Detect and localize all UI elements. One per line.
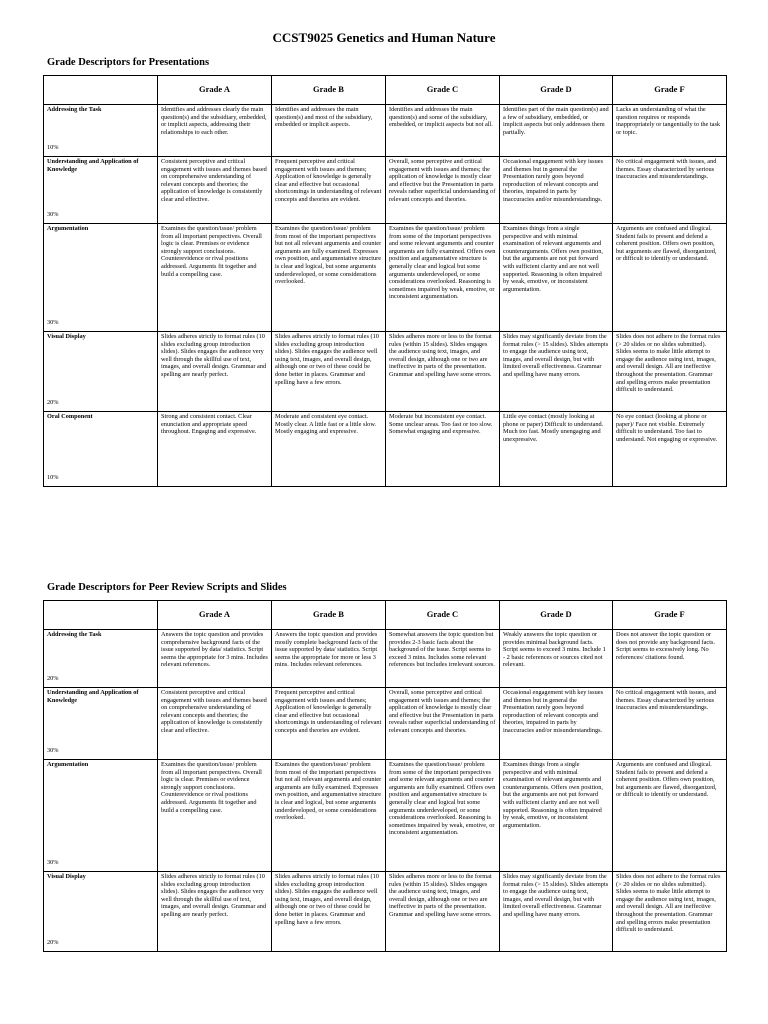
- criterion-cell: [44, 412, 158, 487]
- descriptor-cell: Identifies and addresses the main question(s) and some of the subsidiary, embedded, or implicit aspects but not all.: [386, 105, 500, 157]
- descriptor-cell: Identifies and addresses the main question(s) and most of the subsidiary, embedded or implicit aspects.: [272, 105, 386, 157]
- header-cell: Grade A: [158, 601, 272, 630]
- table-row: [44, 157, 727, 224]
- criterion-name: Addressing the Task: [47, 631, 102, 638]
- descriptor-cell: Slides adheres strictly to format rules (10 slides excluding group introduction slides). Slides engages the audience well using text, images, and overall design, although one or two of these could be done better in places. Grammar and spelling have a few errors.: [272, 332, 386, 412]
- descriptor-cell: No critical engagement with issues, and themes. Essay characterized by serious inaccuracies and misunderstandings.: [613, 157, 727, 224]
- criterion-weight: 20%: [47, 399, 59, 407]
- criterion-cell: [44, 872, 158, 952]
- descriptor-cell: Arguments are confused and illogical. Student fails to present and defend a coherent position. Offers own position, but arguments are flawed, disorganized, or difficult to identify or understand.: [613, 224, 727, 332]
- descriptor-cell: Consistent perceptive and critical engagement with issues and themes based on comprehensive understanding of relevant concepts and theories; the application of knowledge is consistently clear and effective.: [158, 688, 272, 760]
- header-cell: Grade B: [272, 76, 386, 105]
- criterion-weight: 30%: [47, 747, 59, 755]
- descriptor-cell: Slides may significantly deviate from the format rules (> 15 slides). Slides attempts to engage the audience using text, images, and overall design, but with limited overall effectiveness. Grammar and spelling have many errors.: [500, 332, 613, 412]
- criterion-cell: [44, 224, 158, 332]
- table-row: [44, 412, 727, 487]
- header-cell: [44, 601, 158, 630]
- descriptor-cell: Slides does not adhere to the format rules (> 20 slides or no slides submitted). Slides seems to make little attempt to engage the audience using text, images, and overall design. All are ineffective throughout the presentation. Grammar and spelling errors make presentation difficult to understand.: [613, 332, 727, 412]
- descriptor-cell: Identifies and addresses clearly the main question(s) and the subsidiary, embedded, or implicit aspects, addressing their relationships to each other.: [158, 105, 272, 157]
- header-cell: Grade C: [386, 76, 500, 105]
- descriptor-cell: Arguments are confused and illogical. Student fails to present and defend a coherent position. Offers own position, but arguments are flawed, disorganized, or difficult to identify or understand.: [613, 760, 727, 872]
- table-row: [44, 760, 727, 872]
- descriptor-cell: Examines things from a single perspective and with minimal examination of relevant arguments and counterarguments. Offers own position, but the arguments are not put forward with sufficient clarity and are not well supported. Reasoning is often impaired by weak, emotive, or inconsistent argumentation.: [500, 224, 613, 332]
- table-row: [44, 105, 727, 157]
- criterion-name: Addressing the Task: [47, 106, 102, 113]
- descriptor-cell: Moderate but inconsistent eye contact. Some unclear areas. Too fast or too slow. Somewhat engaging and expressive.: [386, 412, 500, 487]
- criterion-weight: 20%: [47, 675, 59, 683]
- criterion-weight: 20%: [47, 939, 59, 947]
- descriptor-cell: Slides adheres strictly to format rules (10 slides excluding group introduction slides). Slides engages the audience very well through the skillful use of text, images, and overall design. Grammar and spelling are nearly perfect.: [158, 332, 272, 412]
- criterion-name: Visual Display: [47, 873, 86, 880]
- descriptor-cell: Examines the question/issue/ problem from all important perspectives. Overall logic is clear. Premises or evidence strongly support conclusions. Counterevidence or rival positions addressed. Arguments fit together and build a compelling case.: [158, 224, 272, 332]
- descriptor-cell: Slides adheres more or less to the format rules (within 15 slides). Slides engages the audience using text, images, and overall design, although one or two are ineffective in parts of the presentation. Grammar and spelling have some errors.: [386, 872, 500, 952]
- table-row: [44, 224, 727, 332]
- criterion-cell: [44, 105, 158, 157]
- descriptor-cell: Frequent perceptive and critical engagement with issues and themes; Application of knowledge is generally clear and effective but occasional shortcomings in understanding of relevant concepts and theories are evident.: [272, 688, 386, 760]
- descriptor-cell: Overall, some perceptive and critical engagement with issues and themes; the application of knowledge is mostly clear and effective but the Presentation in parts reveals rather superficial understanding of relevant concepts and theories.: [386, 688, 500, 760]
- descriptor-cell: Does not answer the topic question or does not provide any background facts. Script seems to excessively long. No references/ citations found.: [613, 630, 727, 688]
- header-cell: Grade B: [272, 601, 386, 630]
- criterion-cell: [44, 760, 158, 872]
- criterion-name: Understanding and Application of Knowledge: [47, 158, 139, 173]
- header-cell: Grade F: [613, 601, 727, 630]
- descriptor-cell: Examines the question/issue/ problem from some of the important perspectives and some relevant arguments and counter arguments are fully examined. Offers own position and argumentative structure is generally clear and logical but some arguments underdeveloped, or some considerations overlooked. Reasoning is sometimes impaired by weak, emotive, or inconsistent argumentation.: [386, 760, 500, 872]
- criterion-weight: 30%: [47, 859, 59, 867]
- descriptor-cell: Slides adheres strictly to format rules (10 slides excluding group introduction slides). Slides engages the audience well using text, images, and overall design, although one or two of these could be done better in places. Grammar and spelling have a few errors.: [272, 872, 386, 952]
- descriptor-cell: Slides adheres strictly to format rules (10 slides excluding group introduction slides). Slides engages the audience very well through the skillful use of text, images, and overall design. Grammar and spelling are nearly perfect.: [158, 872, 272, 952]
- criterion-name: Visual Display: [47, 333, 86, 340]
- section-heading-presentations: Grade Descriptors for Presentations: [47, 57, 210, 68]
- descriptor-cell: Overall, some perceptive and critical engagement with issues and themes; the application of knowledge is mostly clear and effective but the Presentation in parts reveals rather superficial understanding of relevant concepts and theories.: [386, 157, 500, 224]
- descriptor-cell: Slides may significantly deviate from the format rules (> 15 slides). Slides attempts to engage the audience using text, images, and overall design, but with limited overall effectiveness. Grammar and spelling have many errors.: [500, 872, 613, 952]
- grade-table-peer-review: [43, 600, 727, 952]
- grade-table-presentations: [43, 75, 727, 487]
- descriptor-cell: Occasional engagement with key issues and themes but in general the Presentation rarely goes beyond reproduction of relevant concepts and theories, impaired in parts by inaccuracies and/or misunderstandings.: [500, 688, 613, 760]
- criterion-cell: [44, 688, 158, 760]
- header-cell: Grade C: [386, 601, 500, 630]
- criterion-weight: 10%: [47, 144, 59, 152]
- descriptor-cell: Strong and consistent contact. Clear enunciation and appropriate speed throughout. Engaging and expressive.: [158, 412, 272, 487]
- table-row: [44, 688, 727, 760]
- descriptor-cell: Examines the question/issue/ problem from some of the important perspectives and some relevant arguments and counter arguments are fully examined. Offers own position and argumentative structure is generally clear and logical but some arguments underdeveloped, or some considerations overlooked. Reasoning is sometimes impaired by weak, emotive, or inconsistent argumentation.: [386, 224, 500, 332]
- descriptor-cell: Examines things from a single perspective and with minimal examination of relevant arguments and counterarguments. Offers own position, but the arguments are not put forward with sufficient clarity and are not well supported. Reasoning is often impaired by weak, emotive, or inconsistent argumentation.: [500, 760, 613, 872]
- descriptor-cell: Occasional engagement with key issues and themes but in general the Presentation rarely goes beyond reproduction of relevant concepts and theories, impaired in parts by inaccuracies and/or misunderstandings.: [500, 157, 613, 224]
- criterion-cell: [44, 157, 158, 224]
- descriptor-cell: Weakly answers the topic question or provides minimal background facts. Script seems to exceed 3 mins. Include 1 - 2 basic references or sources cited not relevant.: [500, 630, 613, 688]
- criterion-name: Oral Component: [47, 413, 93, 420]
- criterion-weight: 10%: [47, 474, 59, 482]
- criterion-name: Argumentation: [47, 761, 89, 768]
- descriptor-cell: Slides does not adhere to the format rules (> 20 slides or no slides submitted). Slides seems to make little attempt to engage the audience using text, images, and overall design. All are ineffective throughout the presentation. Grammar and spelling errors make presentation difficult to understand.: [613, 872, 727, 952]
- header-cell: [44, 76, 158, 105]
- descriptor-cell: Answers the topic question and provides mostly complete background facts of the issue supported by data/ statistics. Script seems the appropriate for more or less 3 mins. Includes relevant references.: [272, 630, 386, 688]
- descriptor-cell: Examines the question/issue/ problem from most of the important perspectives but not all relevant arguments and counter arguments are fully examined. Expresses own position, and argumentative structure is clear and logical, but some arguments underdeveloped, or some considerations overlooked.: [272, 224, 386, 332]
- criterion-weight: 30%: [47, 319, 59, 327]
- table-row: [44, 332, 727, 412]
- table-header-row: [44, 76, 727, 105]
- descriptor-cell: Moderate and consistent eye contact. Mostly clear. A little fast or a little slow. Mostly engaging and expressive.: [272, 412, 386, 487]
- header-cell: Grade D: [500, 601, 613, 630]
- descriptor-cell: Little eye contact (mostly looking at phone or paper) Difficult to understand. Much too fast. Mostly unengaging and unexpressive.: [500, 412, 613, 487]
- table-row: [44, 630, 727, 688]
- descriptor-cell: Examines the question/issue/ problem from most of the important perspectives but not all relevant arguments and counter arguments are fully examined. Expresses own position, and argumentative structure is clear and logical, but some arguments underdeveloped, or some considerations overlooked.: [272, 760, 386, 872]
- criterion-cell: [44, 630, 158, 688]
- descriptor-cell: Answers the topic question and provides comprehensive background facts of the issue supported by data/ statistics. Script seems the appropriate for 3 mins. Includes relevant references.: [158, 630, 272, 688]
- descriptor-cell: Lacks an understanding of what the question requires or responds inappropriately or tangentially to the task or topic.: [613, 105, 727, 157]
- descriptor-cell: Examines the question/issue/ problem from all important perspectives. Overall logic is clear. Premises or evidence strongly support conclusions. Counterevidence or rival positions addressed. Arguments fit together and build a compelling case.: [158, 760, 272, 872]
- descriptor-cell: Identifies part of the main question(s) and a few of subsidiary, embedded, or implicit aspects but only addresses them partially.: [500, 105, 613, 157]
- header-cell: Grade F: [613, 76, 727, 105]
- criterion-cell: [44, 332, 158, 412]
- section-heading-peer-review: Grade Descriptors for Peer Review Scripts and Slides: [47, 582, 287, 593]
- criterion-name: Understanding and Application of Knowledge: [47, 689, 139, 704]
- table-row: [44, 872, 727, 952]
- header-cell: Grade A: [158, 76, 272, 105]
- descriptor-cell: No eye contact (looking at phone or paper)/ Face not visible. Extremely difficult to understand. Too fast to understand. Not engaging or expressive.: [613, 412, 727, 487]
- criterion-weight: 30%: [47, 211, 59, 219]
- descriptor-cell: Somewhat answers the topic question but provides 2-3 basic facts about the background of the issue. Script seems to exceed 3 mins. Includes some relevant references but includes irrelevant sources.: [386, 630, 500, 688]
- descriptor-cell: Frequent perceptive and critical engagement with issues and themes; Application of knowledge is generally clear and effective but occasional shortcomings in understanding of relevant concepts and theories are evident.: [272, 157, 386, 224]
- header-cell: Grade D: [500, 76, 613, 105]
- criterion-name: Argumentation: [47, 225, 89, 232]
- descriptor-cell: No critical engagement with issues, and themes. Essay characterized by serious inaccuracies and misunderstandings.: [613, 688, 727, 760]
- descriptor-cell: Slides adheres more or less to the format rules (within 15 slides). Slides engages the audience using text, images, and overall design, although one or two are ineffective in parts of the presentation. Grammar and spelling have some errors.: [386, 332, 500, 412]
- table-header-row: [44, 601, 727, 630]
- descriptor-cell: Consistent perceptive and critical engagement with issues and themes based on comprehensive understanding of relevant concepts and theories; the application of knowledge is consistently clear and effective.: [158, 157, 272, 224]
- document-title: CCST9025 Genetics and Human Nature: [272, 30, 496, 45]
